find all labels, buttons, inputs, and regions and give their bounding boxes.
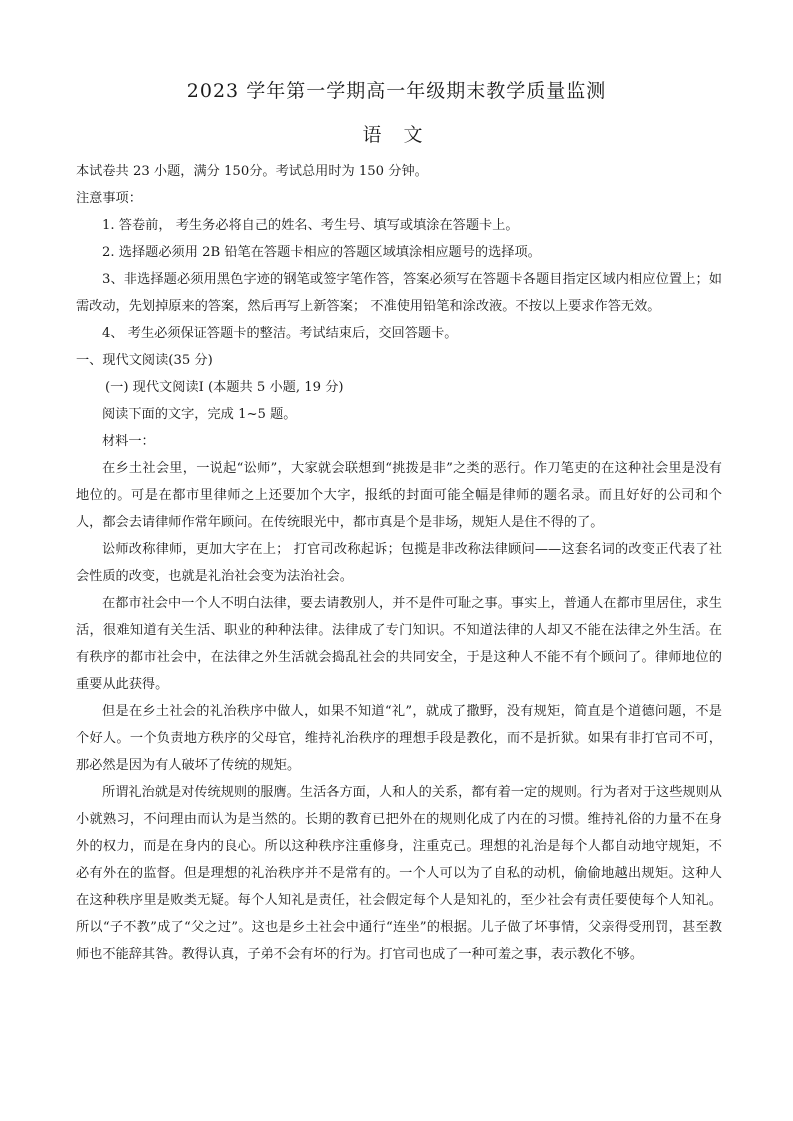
note-item: 2. 选择题必须用 2B 铅笔在答题卡相应的答题区域填涂相应题号的选择项。	[102, 245, 541, 260]
passage-paragraph: 讼师改称律师，更加大字在上； 打官司改称起诉；包揽是非改称法律顾问——这套名词的改变正代表了社会性质的改变，也就是礼治社会变为法治社会。	[76, 542, 722, 584]
note-item: 1. 答卷前， 考生务必将自己的姓名、考生号、填写或填涂在答题卡上。	[102, 218, 519, 233]
note-item: 3、非选择题必须用黑色字迹的钢笔或签字笔作答，答案必须写在答题卡各题目指定区域内相应位置上；如需改动，先划掉原来的答案，然后再写上新答案； 不准使用铅笔和涂改液。不按以上要求作答无效。	[76, 272, 722, 314]
exam-intro: 本试卷共 23 小题，满分 150分。考试总用时为 150 分钟。	[76, 164, 428, 179]
section-subheading: (一) 现代文阅读Ⅰ (本题共 5 小题, 19 分)	[105, 380, 344, 395]
note-item: 4、 考生必须保证答题卡的整洁。考试结束后，交回答题卡。	[102, 326, 458, 341]
section-heading: 一、现代文阅读(35 分)	[76, 353, 213, 368]
exam-body	[76, 158, 722, 968]
material-label: 材料一：	[102, 434, 155, 449]
passage-paragraph: 在都市社会中一个人不明白法律，要去请教别人，并不是件可耻之事。事实上，普通人在都市里居住，求生活，很难知道有关生活、职业的种种法律。法律成了专门知识。不知道法律的人却又不能在法律之外生活。在有秩序的都市社会中，在法律之外生活就会捣乱社会的共同安全，于是这种人不能不有个顾问了。律师地位的重要从此获得。	[76, 596, 722, 692]
exam-title: 2023 学年第一学期高一年级期末教学质量监测	[186, 80, 607, 102]
notes-heading: 注意事项：	[76, 191, 142, 206]
subject-title: 语 文	[362, 124, 431, 146]
passage-paragraph: 但是在乡土社会的礼治秩序中做人，如果不知道“礼”，就成了撒野，没有规矩，简直是个道德问题，不是个好人。一个负责地方秩序的父母官，维持礼治秩序的理想手段是教化，而不是折狱。如果有非打官司不可，那必然是因为有人破坏了传统的规矩。	[76, 704, 722, 773]
reading-instruction: 阅读下面的文字，完成 1~5 题。	[102, 407, 297, 422]
passage-paragraph: 所谓礼治就是对传统规则的服膺。生活各方面，人和人的关系，都有着一定的规则。行为者对于这些规则从小就熟习，不问理由而认为是当然的。长期的教育已把外在的规则化成了内在的习惯。维持礼俗的力量不在身外的权力，而是在身内的良心。所以这种秩序注重修身，注重克己。理想的礼治是每个人都自动地守规矩，不必有外在的监督。但是理想的礼治秩序并不是常有的。一个人可以为了自私的动机，偷偷地越出规矩。这种人在这种秩序里是败类无疑。每个人知礼是责任，社会假定每个人是知礼的，至少社会有责任要使每个人知礼。所以“子不教”成了“父之过”。这也是乡土社会中通行“连坐”的根据。儿子做了坏事情，父亲得受刑罚，甚至教师也不能辞其咎。教得认真，子弟不会有坏的行为。打官司也成了一种可羞之事，表示教化不够。	[76, 785, 722, 962]
passage-paragraph: 在乡土社会里，一说起“讼师”，大家就会联想到“挑拨是非”之类的恶行。作刀笔吏的在这种社会里是没有地位的。可是在都市里律师之上还要加个大字，报纸的封面可能全幅是律师的题名录。而且好好的公司和个人，都会去请律师作常年顾问。在传统眼光中，都市真是个是非场，规矩人是住不得的了。	[76, 461, 722, 530]
